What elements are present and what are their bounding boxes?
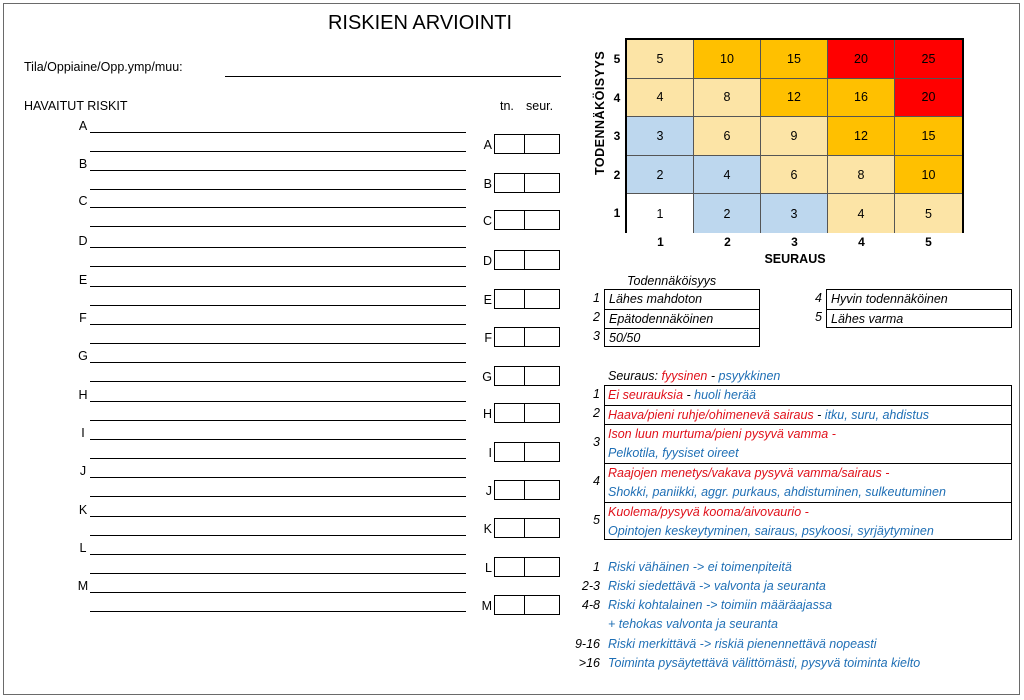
matrix-row-label: 1 — [613, 206, 621, 221]
risk-score-box-k — [494, 518, 560, 538]
probability-input-a[interactable] — [495, 135, 525, 153]
probability-text: Lähes mahdoton — [609, 292, 703, 306]
consequence-heading-mental: psyykkinen — [718, 369, 781, 383]
consequence-row — [605, 502, 1011, 541]
matrix-cell: 4 — [627, 79, 694, 118]
probability-text: Hyvin todennäköinen — [831, 292, 948, 306]
consequence-line — [608, 386, 1011, 405]
matrix-row-label: 2 — [613, 167, 621, 182]
consequence-mental: Pelkotila, fyysiset oireet — [608, 446, 739, 460]
matrix-cell: 6 — [761, 156, 828, 195]
matrix-cell: 5 — [895, 194, 962, 233]
consequence-input-a[interactable] — [525, 135, 559, 153]
risk-line-j-1[interactable] — [90, 477, 466, 478]
risk-level-text: Riski vähäinen -> ei toimenpiteitä — [608, 560, 792, 574]
consequence-table — [604, 385, 1012, 540]
probability-number: 4 — [815, 291, 822, 305]
risk-line-i-2[interactable] — [90, 458, 466, 459]
risk-line-f-2[interactable] — [90, 343, 466, 344]
x-axis-label: SEURAUS — [764, 252, 826, 266]
matrix-cell: 9 — [761, 117, 828, 156]
consequence-heading-physical: fyysinen — [661, 369, 708, 383]
probability-input-k[interactable] — [495, 519, 525, 537]
consequence-input-j[interactable] — [525, 481, 559, 499]
risk-box-letter-m: M — [481, 599, 492, 613]
matrix-cell: 2 — [627, 156, 694, 195]
consequence-input-k[interactable] — [525, 519, 559, 537]
risk-letter-g: G — [78, 349, 88, 363]
probability-input-f[interactable] — [495, 328, 525, 346]
matrix-cell: 16 — [828, 79, 895, 118]
risk-letter-j: J — [79, 464, 87, 478]
consequence-input-b[interactable] — [525, 174, 559, 192]
matrix-cell: 12 — [761, 79, 828, 118]
consequence-line — [608, 406, 1011, 425]
consequence-physical: Ison luun murtuma/pieni pysyvä vamma - — [608, 427, 836, 441]
risk-line-a-2[interactable] — [90, 151, 466, 152]
matrix-row-label: 5 — [613, 52, 621, 66]
matrix-row-label: 3 — [613, 129, 621, 144]
probability-input-b[interactable] — [495, 174, 525, 192]
page-title: RISKIEN ARVIOINTI — [327, 12, 513, 34]
consequence-mental: Shokki, paniikki, aggr. purkaus, ahdistuminen, sulkeutuminen — [608, 485, 946, 499]
probability-input-d[interactable] — [495, 251, 525, 269]
consequence-mental: huoli herää — [694, 388, 757, 402]
risk-box-letter-k: K — [483, 522, 492, 536]
risk-score-box-d — [494, 250, 560, 270]
risk-letter-h: H — [78, 388, 88, 402]
column-header-tn: tn. — [500, 99, 514, 113]
consequence-input-c[interactable] — [525, 211, 559, 229]
risk-line-e-1[interactable] — [90, 286, 466, 287]
consequence-input-h[interactable] — [525, 404, 559, 422]
probability-text: Epätodennäköinen — [605, 309, 759, 328]
matrix-cell: 20 — [828, 40, 895, 79]
matrix-cell: 10 — [895, 156, 962, 195]
consequence-input-g[interactable] — [525, 367, 559, 385]
tila-input-line[interactable] — [225, 76, 561, 77]
risk-score-box-l — [494, 557, 560, 577]
matrix-cell: 2 — [694, 194, 761, 233]
risk-score-box-j — [494, 480, 560, 500]
risk-box-letter-b: B — [483, 177, 492, 191]
probability-heading: Todennäköisyys — [627, 274, 717, 288]
matrix-cell: 8 — [828, 156, 895, 195]
risk-line-k-1[interactable] — [90, 516, 466, 517]
risk-box-letter-i: I — [488, 446, 492, 460]
probability-input-g[interactable] — [495, 367, 525, 385]
risk-box-letter-j: J — [485, 484, 492, 498]
risk-line-f-1[interactable] — [90, 324, 466, 325]
risk-score-box-e — [494, 289, 560, 309]
risk-letter-k: K — [78, 503, 88, 517]
risk-level-range: 1 — [593, 560, 600, 574]
probability-input-c[interactable] — [495, 211, 525, 229]
risk-score-box-b — [494, 173, 560, 193]
matrix-cell: 3 — [761, 194, 828, 233]
risk-level-range: >16 — [578, 656, 600, 670]
consequence-input-e[interactable] — [525, 290, 559, 308]
consequence-row — [605, 463, 1011, 502]
risk-line-l-2[interactable] — [90, 573, 466, 574]
risk-line-b-2[interactable] — [90, 189, 466, 190]
matrix-cell: 1 — [627, 194, 694, 233]
risk-level-text: Riski kohtalainen -> toimiin määräajassa — [608, 598, 833, 612]
matrix-cell: 8 — [694, 79, 761, 118]
risk-letter-i: I — [81, 426, 85, 440]
matrix-cell: 25 — [895, 40, 962, 79]
matrix-cell: 6 — [694, 117, 761, 156]
risk-line-d-2[interactable] — [90, 266, 466, 267]
risk-letter-a: A — [78, 119, 88, 133]
consequence-number: 1 — [593, 387, 600, 401]
probability-input-e[interactable] — [495, 290, 525, 308]
risk-line-b-1[interactable] — [90, 170, 466, 171]
risk-score-box-a — [494, 134, 560, 154]
risk-line-e-2[interactable] — [90, 305, 466, 306]
matrix-cell: 15 — [895, 117, 962, 156]
consequence-number: 2 — [593, 406, 600, 420]
probability-number: 3 — [593, 329, 600, 343]
matrix-row-label: 4 — [613, 90, 621, 105]
consequence-row — [605, 424, 1011, 463]
risk-box-letter-l: L — [485, 561, 492, 575]
consequence-physical: Raajojen menetys/vakava pysyvä vamma/sairaus - — [608, 466, 890, 480]
risk-line-m-1[interactable] — [90, 592, 466, 593]
risk-letter-l: L — [79, 541, 87, 555]
havaitut-riskit-label: HAVAITUT RISKIT — [24, 99, 128, 113]
probability-input-l[interactable] — [495, 558, 525, 576]
consequence-input-d[interactable] — [525, 251, 559, 269]
matrix-cell: 10 — [694, 40, 761, 79]
risk-line-d-1[interactable] — [90, 247, 466, 248]
matrix-col-label: 5 — [925, 235, 932, 249]
matrix-col-label: 3 — [791, 235, 798, 249]
probability-number: 1 — [593, 291, 600, 305]
risk-score-box-h — [494, 403, 560, 423]
matrix-cell: 5 — [627, 40, 694, 79]
risk-box-letter-g: G — [482, 370, 492, 384]
consequence-heading-sep: - — [710, 369, 716, 383]
matrix-cell: 15 — [761, 40, 828, 79]
consequence-row — [605, 386, 1011, 405]
risk-level-text: Riski merkittävä -> riskiä pienennettävä nopeasti — [608, 637, 877, 651]
risk-line-h-2[interactable] — [90, 420, 466, 421]
risk-level-text: Toiminta pysäytettävä välittömästi, pysyvä toiminta kielto — [608, 656, 921, 670]
risk-letter-f: F — [79, 311, 87, 325]
matrix-cell: 4 — [828, 194, 895, 233]
risk-level-range: 2-3 — [581, 579, 600, 593]
consequence-heading — [608, 369, 780, 383]
probability-input-m[interactable] — [495, 596, 525, 614]
risk-letter-c: C — [78, 194, 88, 208]
consequence-input-l[interactable] — [525, 558, 559, 576]
probability-input-h[interactable] — [495, 404, 525, 422]
risk-score-box-g — [494, 366, 560, 386]
y-axis-label: TODENNÄKÖISYYS — [593, 50, 607, 175]
consequence-sep: - — [813, 408, 825, 422]
consequence-input-m[interactable] — [525, 596, 559, 614]
consequence-number: 3 — [593, 435, 600, 449]
matrix-cell: 3 — [627, 117, 694, 156]
risk-line-k-2[interactable] — [90, 535, 466, 536]
consequence-physical: Haava/pieni ruhje/ohimenevä sairaus — [608, 408, 814, 422]
risk-level-range: 4-8 — [581, 598, 600, 612]
risk-matrix — [625, 38, 964, 233]
risk-level-text: Riski siedettävä -> valvonta ja seuranta — [608, 579, 826, 593]
probability-text: 50/50 — [605, 328, 759, 347]
risk-box-letter-h: H — [482, 407, 492, 421]
risk-letter-d: D — [78, 234, 88, 248]
matrix-col-label: 1 — [657, 235, 664, 249]
risk-line-h-1[interactable] — [90, 401, 466, 402]
risk-box-letter-d: D — [482, 254, 492, 268]
risk-line-c-1[interactable] — [90, 207, 466, 208]
probability-left-table — [604, 289, 760, 347]
consequence-sep: - — [683, 388, 695, 402]
risk-letter-e: E — [78, 273, 88, 287]
matrix-cell: 12 — [828, 117, 895, 156]
risk-letter-m: M — [77, 579, 89, 593]
risk-letter-b: B — [78, 157, 88, 171]
probability-right-table — [826, 289, 1012, 328]
risk-score-box-c — [494, 210, 560, 230]
consequence-physical: Ei seurauksia — [608, 388, 684, 402]
consequence-row — [605, 405, 1011, 424]
tila-label: Tila/Oppiaine/Opp.ymp/muu: — [24, 60, 183, 74]
probability-input-i[interactable] — [495, 443, 525, 461]
consequence-input-f[interactable] — [525, 328, 559, 346]
probability-number: 5 — [815, 310, 822, 324]
risk-line-c-2[interactable] — [90, 226, 466, 227]
risk-line-g-1[interactable] — [90, 362, 466, 363]
consequence-number: 4 — [593, 474, 600, 488]
column-header-seur: seur. — [526, 99, 554, 113]
risk-box-letter-a: A — [483, 138, 492, 152]
risk-level-range: 9-16 — [574, 637, 600, 651]
risk-line-l-1[interactable] — [90, 554, 466, 555]
probability-text: Lähes varma — [827, 309, 1011, 328]
risk-line-m-2[interactable] — [90, 611, 466, 612]
matrix-cell: 20 — [895, 79, 962, 118]
consequence-physical: Kuolema/pysyvä kooma/aivovaurio - — [608, 505, 809, 519]
risk-box-letter-c: C — [482, 214, 492, 228]
risk-line-i-1[interactable] — [90, 439, 466, 440]
risk-score-box-i — [494, 442, 560, 462]
risk-line-j-2[interactable] — [90, 496, 466, 497]
matrix-col-label: 2 — [724, 235, 731, 249]
consequence-mental: itku, suru, ahdistus — [824, 408, 930, 422]
probability-number: 2 — [593, 310, 600, 324]
risk-score-box-f — [494, 327, 560, 347]
risk-box-letter-e: E — [483, 293, 492, 307]
consequence-mental: Opintojen keskeytyminen, sairaus, psykoosi, syrjäytyminen — [608, 524, 934, 538]
consequence-heading-prefix: Seuraus: — [608, 369, 659, 383]
risk-level-text: + tehokas valvonta ja seuranta — [608, 617, 778, 631]
risk-score-box-m — [494, 595, 560, 615]
consequence-input-i[interactable] — [525, 443, 559, 461]
matrix-cell: 4 — [694, 156, 761, 195]
risk-line-a-1[interactable] — [90, 132, 466, 133]
risk-box-letter-f: F — [484, 331, 492, 345]
consequence-number: 5 — [593, 513, 600, 527]
probability-input-j[interactable] — [495, 481, 525, 499]
risk-line-g-2[interactable] — [90, 381, 466, 382]
matrix-col-label: 4 — [858, 235, 865, 249]
